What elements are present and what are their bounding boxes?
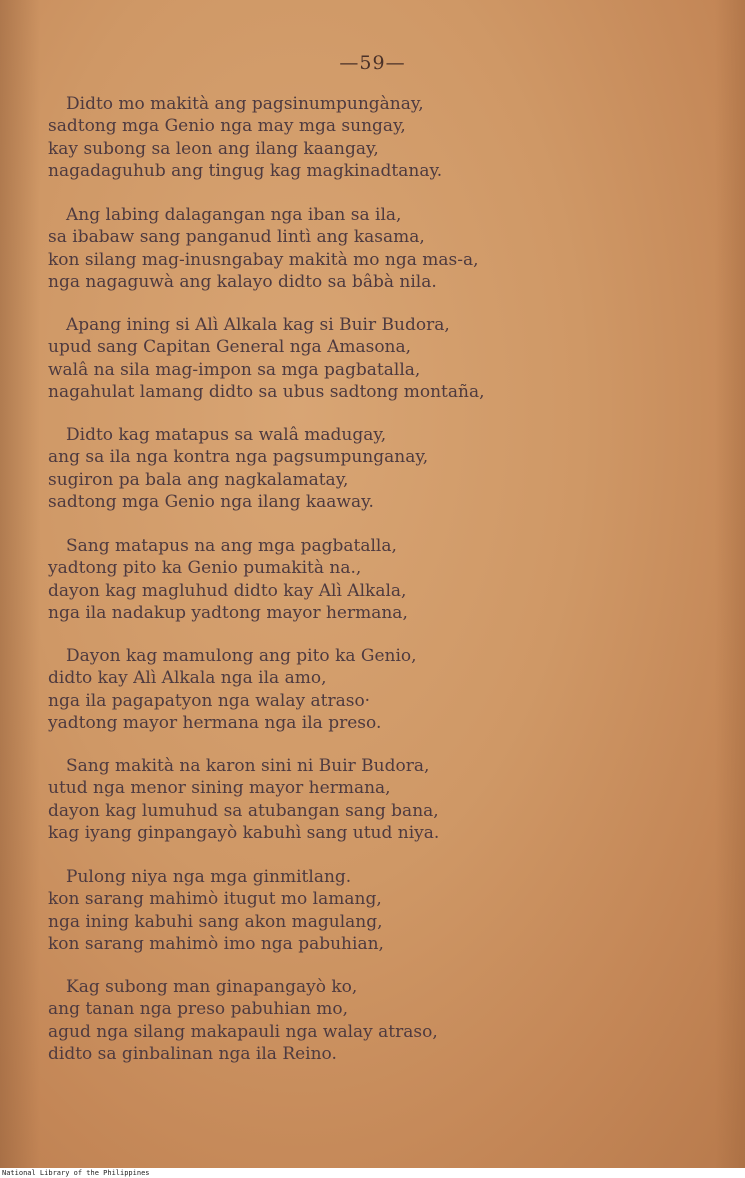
verse-line: Dayon kag mamulong ang pito ka Genio, (66, 646, 417, 666)
verse-line: didto sa ginbalinan nga ila Reino. (48, 1044, 337, 1065)
stanza-1 (48, 93, 708, 183)
stanza-6 (48, 645, 708, 735)
verse-line: nagahulat lamang didto sa ubus sadtong montaña, (48, 382, 485, 403)
stanza-8 (48, 866, 708, 956)
stanza-7 (48, 755, 708, 845)
page-number: —59— (339, 52, 406, 74)
verse-line: upud sang Capitan General nga Amasona, (48, 337, 412, 358)
verse-line: kag iyang ginpangayò kabuhì sang utud niya. (48, 823, 440, 844)
verse-line: kon silang mag-inusngabay makità mo nga mas-a, (48, 249, 479, 270)
stanza-9 (48, 976, 708, 1066)
verse-line: nga ining kabuhi sang akon magulang, (48, 911, 383, 932)
verse-line: sadtong mga Genio nga may mga sungay, (48, 116, 406, 137)
verse-line: yadtong mayor hermana nga ila preso. (48, 713, 382, 734)
verse-line: agud nga silang makapauli nga walay atraso, (48, 1021, 438, 1042)
verse-line: sa ibabaw sang panganud lintì ang kasama, (48, 227, 425, 248)
stanza-2 (48, 204, 708, 294)
verse-line: ang tanan nga preso pabuhian mo, (48, 999, 349, 1020)
verse-line: kon sarang mahimò itugut mo lamang, (48, 889, 382, 910)
verse-line: Kag subong man ginapangayò ko, (66, 977, 358, 997)
verse-line: Didto mo makità ang pagsinumpungànay, (66, 94, 424, 114)
stanza-4 (48, 424, 708, 514)
verse-line: nga ila nadakup yadtong mayor hermana, (48, 603, 408, 624)
verse-line: dayon kag magluhud didto kay Alì Alkala, (48, 580, 407, 601)
verse-line: Sang makità na karon sini ni Buir Budora, (66, 756, 430, 776)
verse-line: yadtong pito ka Genio pumakità na., (48, 558, 362, 579)
verse-line: nga nagaguwà ang kalayo didto sa bâbà nila. (48, 272, 437, 293)
verse-line: walâ na sila mag-impon sa mga pagbatalla, (48, 359, 421, 380)
verse-line: dayon kag lumuhud sa atubangan sang bana, (48, 800, 439, 821)
verse-line: sadtong mga Genio nga ilang kaaway. (48, 492, 374, 513)
library-footer: National Library of the Philippines (0, 1169, 745, 1178)
verse-line: Sang matapus na ang mga pagbatalla, (66, 536, 397, 556)
verse-line: nagadaguhub ang tingug kag magkinadtanay. (48, 161, 443, 182)
verse-line: ang sa ila nga kontra nga pagsumpunganay, (48, 447, 429, 468)
verse-line: didto kay Alì Alkala nga ila amo, (48, 668, 327, 689)
verse-line: utud nga menor sining mayor hermana, (48, 778, 391, 799)
verse-line: Ang labing dalagangan nga iban sa ila, (66, 205, 402, 225)
stanza-3 (48, 314, 708, 404)
stanza-5 (48, 535, 708, 625)
verse-line: Apang ining si Alì Alkala kag si Buir Budora, (66, 315, 450, 335)
verse-line: kay subong sa leon ang ilang kaangay, (48, 138, 379, 159)
verse-line: kon sarang mahimò imo nga pabuhian, (48, 934, 384, 955)
verse-line: Pulong niya nga mga ginmitlang. (66, 867, 352, 887)
verse-line: Didto kag matapus sa walâ madugay, (66, 425, 387, 445)
verse-line: sugiron pa bala ang nagkalamatay, (48, 469, 349, 490)
verse-line: nga ila pagapatyon nga walay atraso· (48, 690, 371, 711)
